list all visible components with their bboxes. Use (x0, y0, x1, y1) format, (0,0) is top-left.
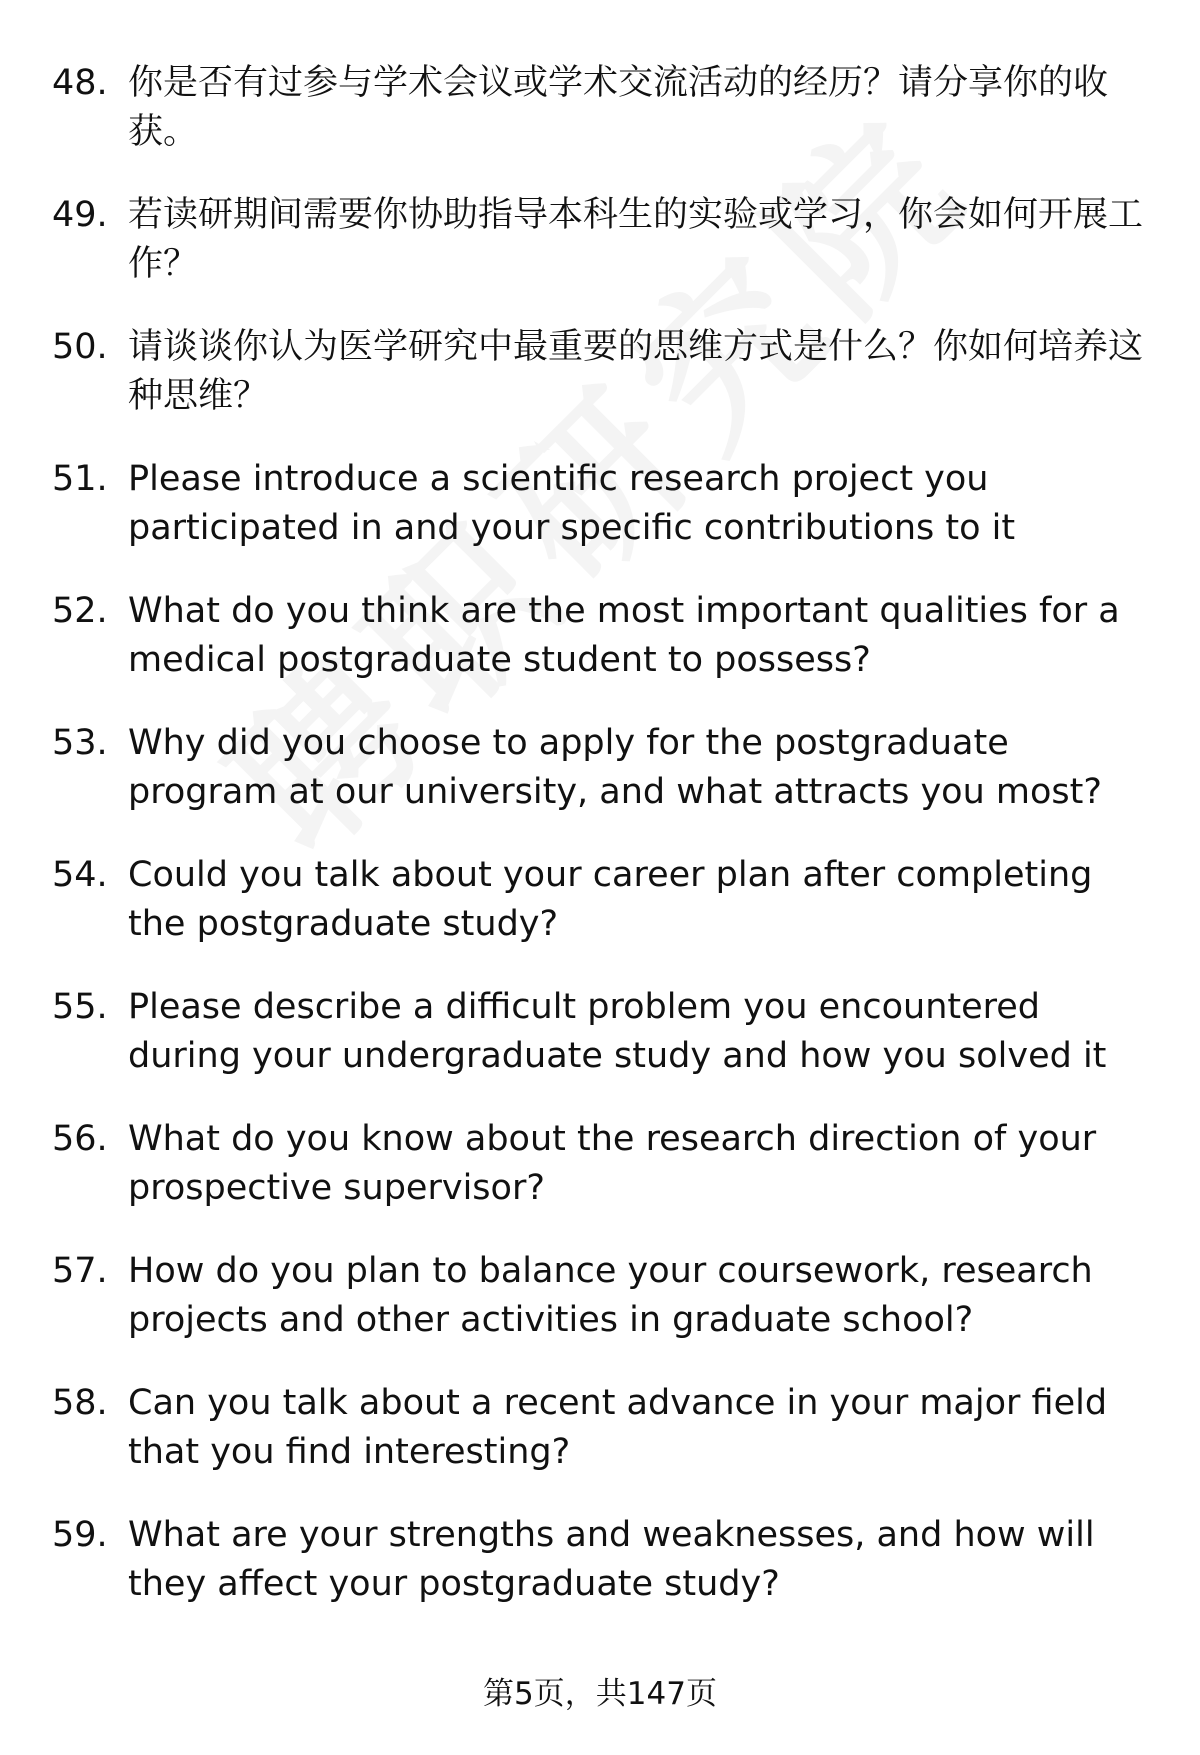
question-text: Why did you choose to apply for the postgraduate program at our university, and what attracts you most? (128, 723, 1102, 812)
page-number-label: 第5页，共147页 (483, 1676, 717, 1712)
question-item (0, 847, 1200, 979)
question-item (0, 715, 1200, 847)
question-text: Could you talk about your career plan after completing the postgraduate study? (128, 855, 1093, 944)
question-number: 52. (52, 591, 108, 631)
question-text: 若读研期间需要你协助指导本科生的实验或学习，你会如何开展工作？ (128, 195, 1144, 284)
question-item (0, 1243, 1200, 1375)
page-footer (0, 1672, 1200, 1716)
question-number: 54. (52, 855, 108, 895)
question-text: 请谈谈你认为医学研究中最重要的思维方式是什么？你如何培养这种思维？ (128, 327, 1144, 416)
question-item (0, 451, 1200, 583)
question-text: Please describe a difficult problem you encountered during your undergraduate study and how you solved it (128, 987, 1107, 1076)
question-number: 48. (52, 63, 108, 103)
question-item (0, 583, 1200, 715)
question-item (0, 1507, 1200, 1639)
question-number: 53. (52, 723, 108, 763)
question-text: How do you plan to balance your coursework, research projects and other activities in graduate school? (128, 1251, 1093, 1340)
question-item (0, 1111, 1200, 1243)
question-text: Please introduce a scientific research project you participated in and your specific contributions to it (128, 459, 1016, 548)
question-item (0, 979, 1200, 1111)
question-item (0, 55, 1200, 187)
question-number: 50. (52, 327, 108, 367)
question-item (0, 1375, 1200, 1507)
question-text: Can you talk about a recent advance in your major field that you find interesting? (128, 1383, 1108, 1472)
question-number: 49. (52, 195, 108, 235)
question-text: What do you think are the most important qualities for a medical postgraduate student to possess? (128, 591, 1120, 680)
question-text: 你是否有过参与学术会议或学术交流活动的经历？请分享你的收获。 (128, 63, 1109, 152)
question-number: 57. (52, 1251, 108, 1291)
question-item (0, 187, 1200, 319)
question-number: 59. (52, 1515, 108, 1555)
question-number: 55. (52, 987, 108, 1027)
question-text: What are your strengths and weaknesses, and how will they affect your postgraduate study? (128, 1515, 1095, 1604)
question-number: 51. (52, 459, 108, 499)
question-list (0, 55, 1200, 1639)
question-number: 56. (52, 1119, 108, 1159)
question-number: 58. (52, 1383, 108, 1423)
question-text: What do you know about the research direction of your prospective supervisor? (128, 1119, 1097, 1208)
question-item (0, 319, 1200, 451)
